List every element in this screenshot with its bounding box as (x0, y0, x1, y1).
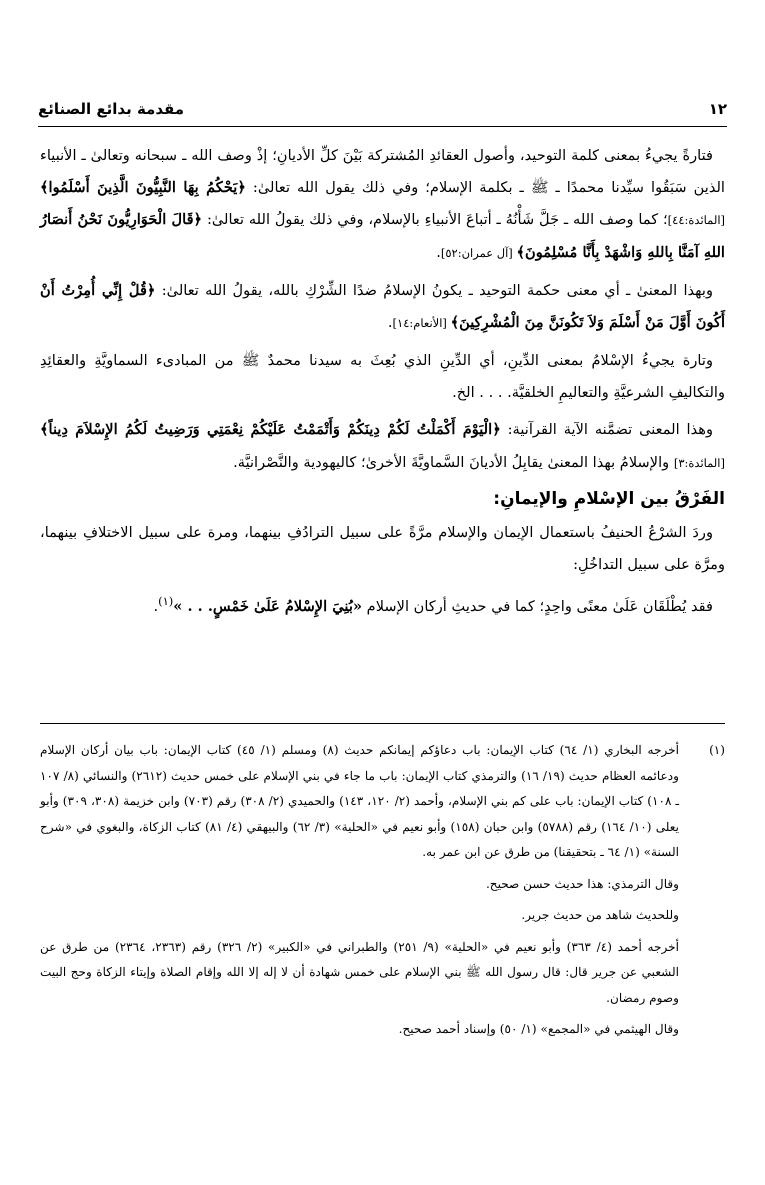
footnote-text: أخرجه البخاري (١/ ٦٤) كتاب الإيمان: باب دعاؤكم إيمانكم حديث (٨) ومسلم (١/ ٤٥) كتاب الإيمان: باب بيان أركان الإسلام ودعائمه العظام حديث (١٩/ ١٦) والترمذي كتاب الإيمان: باب ما جاء في بني الإسلام على خمس حديث (٢٦١٢) والنسائي (٨/ ١٠٧ ـ ١٠٨) كتاب الإيمان: باب على كم بني الإسلام، وأحمد (٢/ ١٢٠، ١٤٣) والحميدي (٢/ ٣٠٨) رقم (٧٠٣) وابن خزيمة (٣٠٨، ٣٠٩) وأبو يعلى (١٠/ ١٦٤) رقم (٥٧٨٨) وابن حبان (١٥٨) وأبو نعيم في «الحلية» (٣/ ٦٢) والبيهقي (٤/ ٨١) كتاب الزكاة، والبغوي في «شرح السنة» (١/ ٦٤ ـ بتحقيقنا) من طرق عن ابن عمر به. (40, 743, 679, 859)
paragraph-5: وردَ الشرْعُ الحنيفُ باستعمال الإيمان والإسلام مرَّةً على سبيل الترادُفِ بينهما، ومرة على سبيل الاختلافِ بينهما، ومرَّة على سبيل التداخُلِ: (40, 524, 725, 573)
paragraph-4: وهذا المعنى تضمَّنه الآية القرآنية: ﴿الْيَوْمَ أَكْمَلْتُ لَكُمْ دِينَكُمْ وَأَتْمَمْتُ عَلَيْكُمْ نِعْمَتِي وَرَضِيتُ لَكُمُ الإِسْلاَمَ دِيناً﴾ [المائدة:٣] والإسلامُ بهذا المعنىٰ يقابِلُ الأديانَ السَّماويَّةَ الأخرىٰ؛ كاليهودية والنَّصْرانيَّة. (40, 421, 725, 471)
hadith-quote: «بُنِيَ الإِسْلامُ عَلَىٰ خَمْسٍ. . . » (173, 597, 363, 615)
footnote-text: وللحديث شاهد من حديث جرير. (521, 908, 679, 922)
footnote (40, 738, 725, 1049)
paragraph-6: فقد يُطْلَقَان عَلَىٰ معنًى واحِدٍ؛ كما في حديثِ أركان الإسلام «بُنِيَ الإِسْلامُ عَلَىٰ خَمْسٍ. . . »$^{(١)}$. (153, 594, 713, 615)
verse-citation: [الأنعام:١٤] (392, 315, 451, 330)
paragraph-1: فتارةً يجيءُ بمعنى كلمة التوحيد، وأصول العقائدِ المُشتركة بَيْنَ كلِّ الأديانِ؛ إذْ وصف الله ـ سبحانه وتعالىٰ ـ الأنبياء الذين سَبَقُوا سيِّدنا محمدًا ـ ﷺ ـ بكلمة الإسلام؛ وفي ذلك يقول الله تعالىٰ: ﴿يَحْكُمُ بِهَا النَّبِيُّونَ الَّذِينَ أَسْلَمُوا﴾ [المائدة:٤٤]؛ كما وصف الله ـ جَلَّ شَأْنُهُ ـ أتباعَ الأنبياءِ بالإسلام، وفي ذلك يقولُ الله تعالىٰ: ﴿قَالَ الْحَوَارِيُّونَ نَحْنُ أَنصَارُ اللهِ آمَنَّا بِاللهِ وَاشْهَدْ بِأَنَّا مُسْلِمُونَ﴾ [آل عمران:٥٢]. (40, 147, 726, 261)
verse-citation: [آل عمران:٥٢] (440, 245, 517, 260)
footnote-rule (40, 723, 725, 724)
footnote-text: وقال الترمذي: هذا حديث حسن صحيح. (485, 876, 679, 891)
page-header (38, 95, 727, 123)
header-rule (38, 126, 727, 127)
footnote-marker: (١) (158, 594, 174, 608)
running-title: مقدمة بدائع الصنائع (38, 100, 185, 118)
footnote-text: وقال الهيثمي في «المجمع» (١/ ٥٠) وإسناد أحمد صحيح. (398, 1022, 679, 1036)
quran-verse: ﴿الْيَوْمَ أَكْمَلْتُ لَكُمْ دِينَكُمْ وَأَتْمَمْتُ عَلَيْكُمْ نِعْمَتِي وَرَضِيتُ لَكُمُ الإِسْلاَمَ دِيناً﴾ (40, 421, 501, 438)
footnote-text: أخرجه أحمد (٤/ ٣٦٣) وأبو نعيم في «الحلية» (٩/ ٢٥١) والطبراني في «الكبير» (٢/ ٣٢٦) رقم (٢٣٦٣، ٢٣٦٤) من طرق عن الشعبي عن جرير قال: قال رسول الله ﷺ بني الإسلام على خمس شهادة أن لا إله إلا الله وإقام الصلاة وإيتاء الزكاة وحج البيت وصوم رمضان. (40, 939, 680, 1005)
quran-verse: ﴿قَالَ الْحَوَارِيُّونَ نَحْنُ أَنصَارُ اللهِ آمَنَّا بِاللهِ وَاشْهَدْ بِأَنَّا مُسْلِمُونَ﴾ (40, 211, 725, 261)
footnotes (40, 738, 725, 1049)
section-heading: الفَرْقُ بين الإسْلامِ والإيمانِ: (493, 489, 725, 509)
quran-verse: ﴿يَحْكُمُ بِهَا النَّبِيُّونَ الَّذِينَ أَسْلَمُوا﴾ (40, 178, 246, 196)
footnote-number: (١) (709, 743, 725, 757)
page-number: ١٢ (708, 100, 727, 118)
paragraph-2: وبهذا المعنىٰ ـ أي معنى حكمة التوحيد ـ يكونُ الإسلامُ ضدًا الشِّرْكِ بالله، يقولُ الله تعالىٰ: ﴿قُلْ إِنِّي أُمِرْتُ أَنْ أَكُونَ أَوَّلَ مَنْ أَسْلَمَ وَلاَ تَكُونَنَّ مِنَ الْمُشْرِكِينَ﴾ [الأنعام:١٤]. (40, 282, 725, 331)
main-text (40, 140, 725, 628)
quran-verse: ﴿قُلْ إِنِّي أُمِرْتُ أَنْ أَكُونَ أَوَّلَ مَنْ أَسْلَمَ وَلاَ تَكُونَنَّ مِنَ الْمُشْرِكِينَ﴾ (40, 282, 725, 331)
paragraph-3: وتارة يجيءُ الإسْلامُ بمعنى الدِّينِ، أي الدِّينِ الذي بُعِثَ به سيدنا محمدٌ ﷺ من المبادىء السماويَّةِ والعقائِدِ والتكاليفِ الشرعيَّةِ والتعاليمِ الخلقيَّة. . . . الخ. (40, 352, 725, 401)
verse-citation: [المائدة:٣] (673, 455, 725, 470)
verse-citation: [المائدة:٤٤] (667, 213, 726, 227)
footnote-body (40, 738, 679, 1049)
